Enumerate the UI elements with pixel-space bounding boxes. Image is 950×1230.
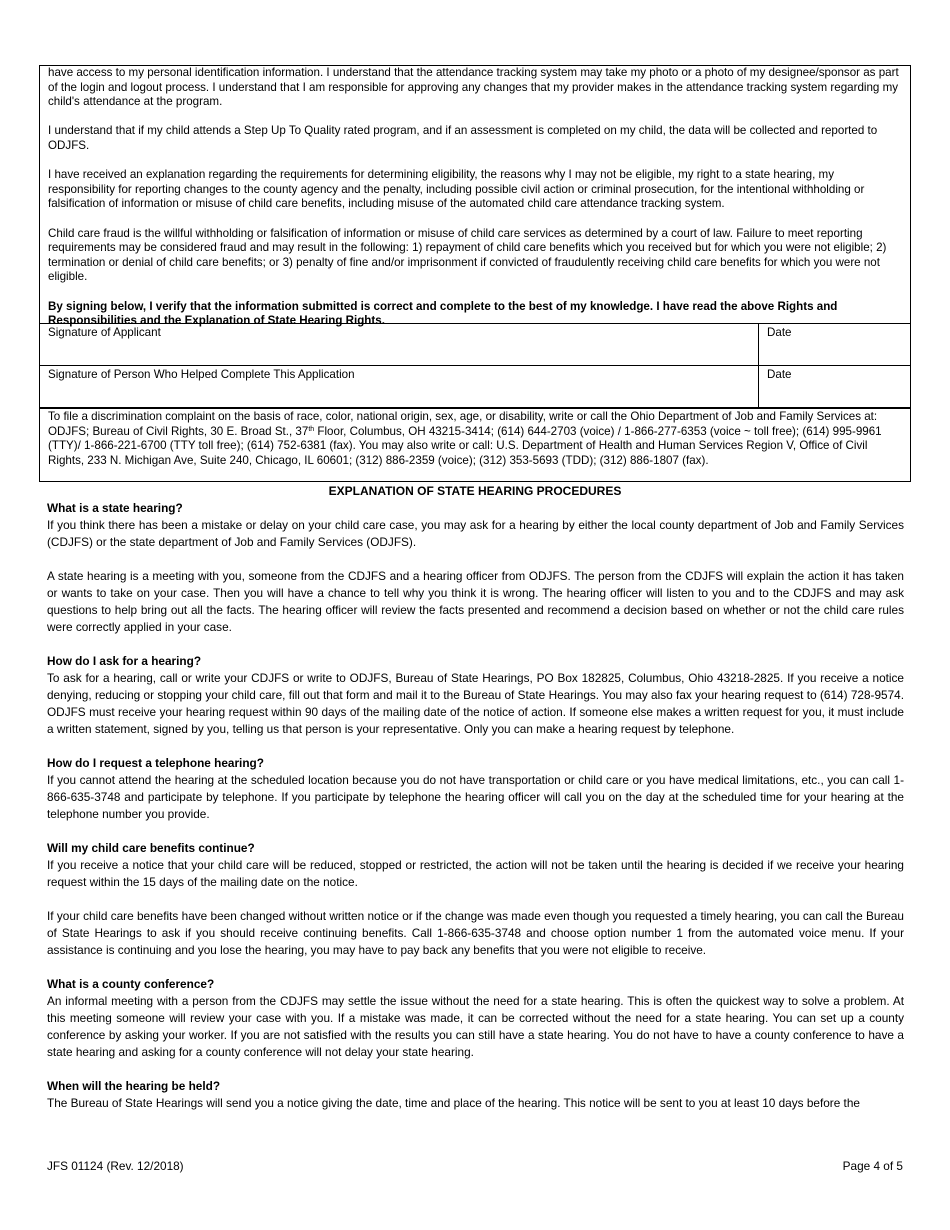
answer-paragraph: If you cannot attend the hearing at the scheduled location because you do not have transportation or child care or you have medical limitations, etc., you can call 1-866-635-3748 and participate by telephone. If you participate by telephone the hearing officer will call you on the day at the scheduled time for your hearing at the telephone number you provide. [47,773,904,821]
answer-paragraph: A state hearing is a meeting with you, someone from the CDJFS and a hearing officer from ODJFS. The person from the CDJFS will explain the action it has taken or wants to take on your case. Then you will have a chance to tell why you think it is wrong. The hearing officer will listen to you and to the CDJFS and may ask questions to help bring out all the facts. The hearing officer will review the facts presented and recommend a decision based on whether or not the child care rules were correctly applied in your case. [47,569,904,634]
answer-paragraph: If your child care benefits have been changed without written notice or if the change was made even though you requested a timely hearing, you can call the Bureau of State Hearings to ask if you should receive continuing benefits. Call 1-866-635-3748 and choose option number 1 from the automated voice menu. If your assistance is continuing and you lose the hearing, you may have to pay back any benefits that you were not eligible to receive. [47,909,904,957]
question-heading: How do I request a telephone hearing? [47,756,264,770]
complaint-text-part2: Floor, Columbus, OH 43215-3414; (614) 644-2703 (voice) / 1-866-277-6353 (voice ~ toll free); (614) 995-9961 (TTY)/ 1-866-221-6700 (TTY toll free); (614) 752-6381 (fax). You may also write or call: U.S. Department of Health and Human Services Region V, Office of Civil Rights, 233 N. Michigan Ave, Suite 240, Chicago, IL 60601; (312) 886-2359 (voice); (312) 353-5693 (TDD); (312) 886-1807 (fax). [48,424,882,467]
answer-paragraph: If you think there has been a mistake or delay on your child care case, you may ask for a hearing by either the local county department of Job and Family Services (CDJFS) or the state department of Job and Family Services (ODJFS). [47,518,904,549]
helper-date-label: Date [767,368,792,381]
applicant-signature-field[interactable] [40,324,759,365]
rights-paragraph: I have received an explanation regarding the requirements for determining eligibility, the reasons why I may not be eligible, my right to a state hearing, my responsibility for reporting changes to the county agency and the penalty, including possible civil action or criminal prosecution, for the intentional withholding or falsification of information or misuse of child care benefits, including misuse of the automated child care attendance tracking system. [48,168,865,211]
rights-paragraph: have access to my personal identification information. I understand that the attendance tracking system may take my photo or a photo of my designee/sponsor as part of the login and logout process. I understand that I am responsible for approving any changes that my provider makes in the attendance tracking system regarding my child's attendance at the program. [48,66,899,109]
complaint-text-part1: To file a discrimination complaint on the basis of race, color, national origin, sex, age, or disability, write or call the Ohio Department of Job and Family Services at: ODJFS; Bureau of Civil Rights, 30 E. Broad St., 37 [48,410,878,438]
rights-paragraph: I understand that if my child attends a Step Up To Quality rated program, and if an assessment is completed on my child, the data will be collected and reported to ODJFS. [48,124,878,152]
question-heading: Will my child care benefits continue? [47,841,255,855]
rights-responsibilities-box [39,65,911,328]
page-number: Page 4 of 5 [842,1159,903,1173]
answer-paragraph: To ask for a hearing, call or write your CDJFS or write to ODJFS, Bureau of State Hearings, PO Box 182825, Columbus, Ohio 43218-2825. If you receive a notice denying, reducing or stopping your child care, fill out that form and mail it to the Bureau of State Hearings. You may also fax your hearing request to (614) 728-9574. ODJFS must receive your hearing request within 90 days of the mailing date of the notice of action. If someone else makes a written request for you, it must include a written statement, signed by you, telling us that person is your representative. Only you can make a hearing request by telephone. [47,671,904,736]
answer-paragraph: An informal meeting with a person from the CDJFS may settle the issue without the need for a state hearing. This is often the quickest way to solve a problem. At this meeting someone will review your case with you. If a mistake was made, it can be corrected without the need for a state hearing. You can set up a county conference by asking your worker. If you are not satisfied with the results you can still have a state hearing. You do not have to have a county conference to have a state hearing and asking for a county conference will not delay your state hearing. [47,994,904,1059]
complaint-ordinal-suffix: th [308,425,315,433]
question-heading: What is a state hearing? [47,501,183,515]
helper-date-field[interactable] [759,366,910,407]
section-heading: EXPLANATION OF STATE HEARING PROCEDURES [328,484,622,498]
form-identifier: JFS 01124 (Rev. 12/2018) [47,1159,184,1173]
question-heading: How do I ask for a hearing? [47,654,202,668]
discrimination-complaint-box [39,408,911,482]
rights-text [40,66,910,329]
helper-signature-field[interactable] [40,366,759,407]
applicant-signature-row [39,324,911,366]
question-heading: When will the hearing be held? [47,1079,221,1093]
helper-signature-label: Signature of Person Who Helped Complete This Application [48,368,355,381]
verification-statement: By signing below, I verify that the information submitted is correct and complete to the best of my knowledge. I have read the above Rights and Responsibilities and the Explanation of State Hearing Rights. [48,299,838,328]
applicant-signature-label: Signature of Applicant [48,326,161,339]
hearing-procedures-body [47,500,904,1112]
question-heading: What is a county conference? [47,977,215,991]
applicant-date-field[interactable] [759,324,910,365]
applicant-date-label: Date [767,326,792,339]
answer-paragraph: If you receive a notice that your child care will be reduced, stopped or restricted, the action will not be taken until the hearing is decided if we receive your hearing request within the 15 days of the mailing date on the notice. [47,858,904,889]
answer-paragraph: The Bureau of State Hearings will send you a notice giving the date, time and place of the hearing. This notice will be sent to you at least 10 days before the [47,1096,860,1110]
helper-signature-row [39,366,911,408]
rights-paragraph: Child care fraud is the willful withholding or falsification of information or misuse of child care services as determined by a court of law. Failure to meet reporting requirements may be considered fraud and may result in the following: 1) repayment of child care benefits which you received but for which you were not eligible; 2) termination or denial of child care benefits; or 3) penalty of fine and/or imprisonment if convicted of fraudulently receiving child care benefits for which you were not eligible. [48,226,887,284]
